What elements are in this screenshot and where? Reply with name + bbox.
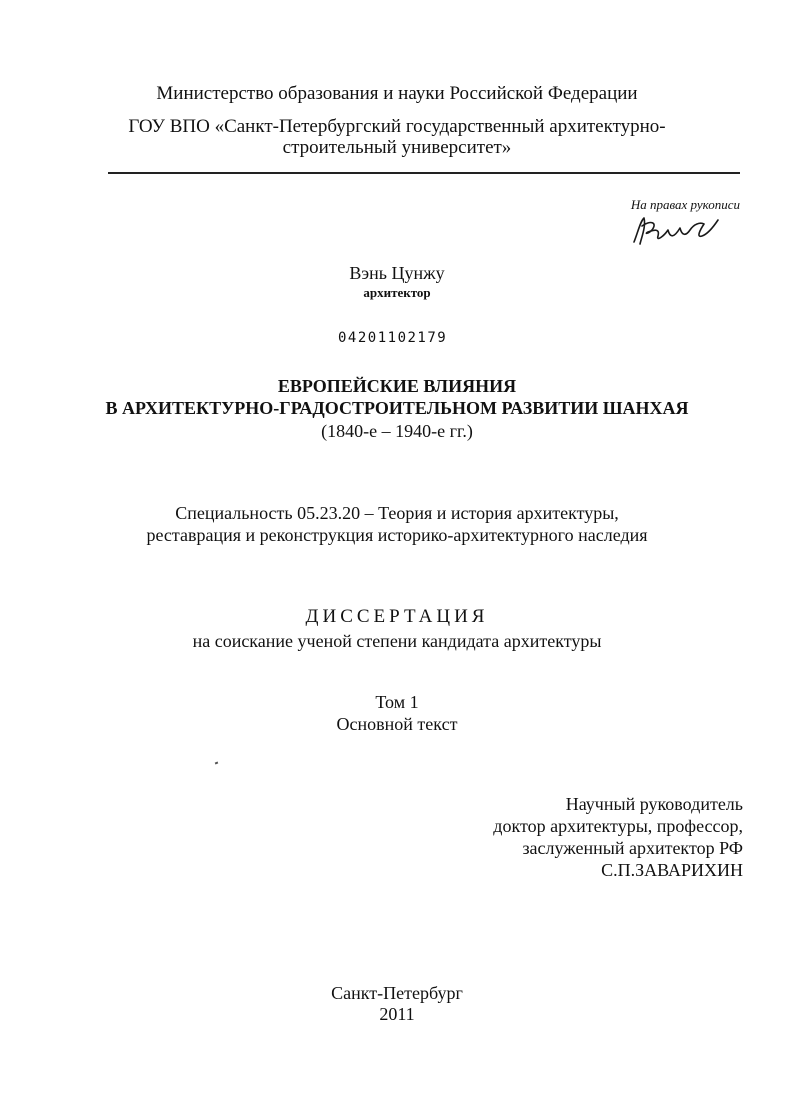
document-code: 04201102179 <box>338 330 448 346</box>
title-line-1: ЕВРОПЕЙСКИЕ ВЛИЯНИЯ <box>277 376 517 396</box>
advisor-degree: доктор архитектуры, профессор, <box>493 816 743 836</box>
volume-number: Том 1 <box>375 692 419 712</box>
volume-content: Основной текст <box>336 714 458 734</box>
scan-speck <box>215 762 219 765</box>
author-signature <box>628 212 724 250</box>
university-name-line-1: ГОУ ВПО «Санкт-Петербургский государственный архитектурно- <box>128 116 666 137</box>
advisor-name: С.П.ЗАВАРИХИН <box>601 860 743 880</box>
header-divider <box>108 172 740 174</box>
university-name-line-2: строительный университет» <box>282 137 512 158</box>
author-role: архитектор <box>363 285 431 300</box>
advisor-label: Научный руководитель <box>565 794 743 814</box>
advisor-honor: заслуженный архитектор РФ <box>522 838 743 858</box>
title-period: (1840-е – 1940-е гг.) <box>321 421 473 441</box>
specialty-line-1: Специальность 05.23.20 – Теория и история архитектуры, <box>175 503 619 523</box>
dissertation-subtitle: на соискание ученой степени кандидата архитектуры <box>192 631 602 651</box>
specialty-line-2: реставрация и реконструкция историко-архитектурного наследия <box>146 525 648 545</box>
manuscript-rights-note: На правах рукописи <box>630 197 740 212</box>
title-line-2: В АРХИТЕКТУРНО-ГРАДОСТРОИТЕЛЬНОМ РАЗВИТИИ ШАНХАЯ <box>105 398 689 418</box>
dissertation-heading: ДИССЕРТАЦИЯ <box>305 606 489 627</box>
ministry-name: Министерство образования и науки Российской Федерации <box>156 83 638 104</box>
author-name: Вэнь Цунжу <box>349 263 445 283</box>
year: 2011 <box>379 1004 415 1024</box>
scientific-advisor-block <box>440 793 743 881</box>
city: Санкт-Петербург <box>331 983 463 1003</box>
